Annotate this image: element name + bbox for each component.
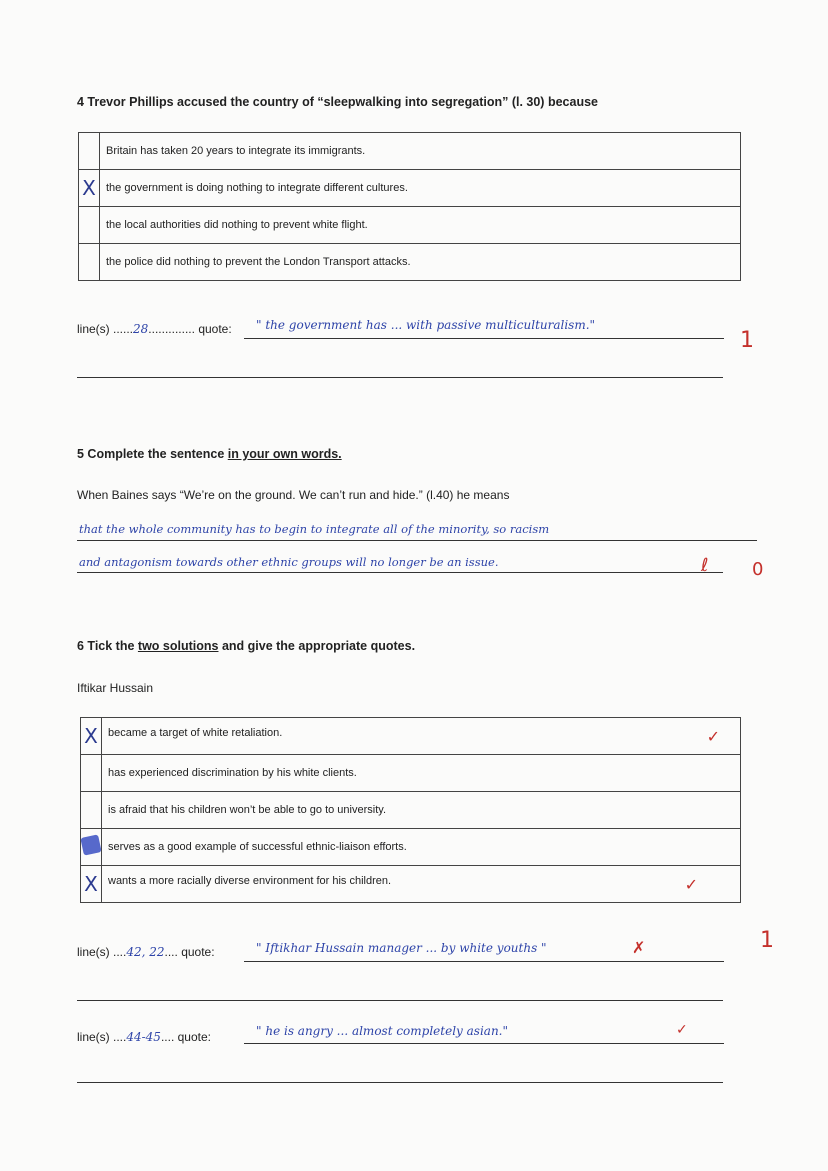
q6-option-text [102, 792, 741, 829]
q6-option-label: wants a more racially diverse environment for his children. [108, 874, 392, 887]
q4-quote-answer[interactable]: " the government has ... with passive multiculturalism." [256, 318, 596, 332]
q5-answer-line-1[interactable]: that the whole community has to begin to integrate all of the minority, so racism [79, 522, 550, 536]
q6-option-text [102, 829, 741, 866]
q6-option-checkbox[interactable]: X [81, 866, 102, 903]
line-dots: .... [160, 1030, 175, 1044]
quote-label: quote: [177, 1030, 211, 1044]
q6-person: Iftikar Hussain [77, 681, 154, 695]
q4-option-text: the police did nothing to prevent the London Transport attacks. [100, 244, 741, 281]
q6-option-checkbox[interactable]: X [81, 718, 102, 755]
q6-options-table [80, 717, 741, 903]
q6-answer-1-extra-line [77, 1000, 723, 1001]
quote-label: quote: [181, 945, 215, 959]
line-dots: .... [164, 945, 178, 959]
q4-answer-line [77, 377, 723, 378]
q5-heading [77, 447, 342, 461]
q6-option-row [81, 829, 741, 866]
q6-answer-1-line-ref [77, 945, 215, 959]
q4-option-text: Britain has taken 20 years to integrate its immigrants. [100, 133, 741, 170]
q6-answer-2-check: ✓ [676, 1022, 688, 1038]
line-value[interactable]: 44-45 [126, 1030, 161, 1044]
q6-answer-1-quote[interactable]: " Iftikhar Hussain manager ... by white youths " [256, 941, 547, 955]
q4-option-checkbox[interactable] [79, 207, 100, 244]
q4-heading: 4 Trevor Phillips accused the country of “sleepwalking into segregation” (l. 30) because [77, 95, 598, 109]
line-value[interactable]: 42, 22 [126, 945, 165, 959]
q6-option-row [81, 718, 741, 755]
q6-answer-1-check: ✗ [632, 938, 646, 957]
q6-option-label: serves as a good example of successful ethnic-liaison efforts. [108, 841, 407, 853]
q6-heading-text: 6 Tick the [77, 639, 138, 653]
q6-option-row [81, 755, 741, 792]
q6-option-text [102, 755, 741, 792]
q6-heading-rest: and give the appropriate quotes. [218, 639, 416, 653]
q5-answer-line-2[interactable]: and antagonism towards other ethnic groups will no longer be an issue. [79, 555, 499, 569]
q6-option-row [81, 866, 741, 903]
q6-heading [77, 639, 415, 653]
line-label: line(s) ...... [77, 322, 134, 336]
q6-option-label: has experienced discrimination by his white clients. [108, 767, 357, 779]
q6-answer-2-quote[interactable]: " he is angry ... almost completely asian." [256, 1024, 508, 1038]
q4-option-row [79, 207, 741, 244]
q5-heading-underlined: in your own words. [227, 447, 342, 461]
q4-options-table [78, 132, 741, 281]
q4-line-ref [77, 322, 232, 336]
q4-quote-underline [244, 338, 724, 339]
line-label: line(s) .... [77, 945, 127, 959]
q6-option-checkbox[interactable] [81, 792, 102, 829]
q6-option-label: is afraid that his children won’t be able to go to university. [108, 804, 387, 816]
q6-answer-2-extra-line [77, 1082, 723, 1083]
q6-option-text [102, 866, 741, 903]
q4-option-checkbox[interactable] [79, 244, 100, 281]
line-label: line(s) .... [77, 1030, 127, 1044]
q4-option-row [79, 170, 741, 207]
q6-score: 1 [760, 928, 774, 953]
q4-score: 1 [740, 328, 754, 353]
q6-option-checkbox[interactable] [81, 829, 102, 866]
quote-label: quote: [198, 322, 232, 336]
q5-heading-text: 5 Complete the sentence [77, 447, 228, 461]
q5-prompt: When Baines says “We’re on the ground. We can’t run and hide.” (l.40) he means [77, 488, 510, 502]
q6-option-row [81, 792, 741, 829]
q6-option-text [102, 718, 741, 755]
q4-option-text: the local authorities did nothing to prevent white flight. [100, 207, 741, 244]
q4-option-row [79, 133, 741, 170]
q4-option-checkbox[interactable]: X [79, 170, 100, 207]
q6-option-label: became a target of white retaliation. [108, 726, 283, 739]
line-value[interactable]: 28 [133, 322, 149, 336]
q4-option-text: the government is doing nothing to integrate different cultures. [100, 170, 741, 207]
q6-answer-2-underline [244, 1043, 724, 1044]
q4-option-checkbox[interactable] [79, 133, 100, 170]
q6-option-checkbox[interactable] [81, 755, 102, 792]
q6-answer-1-underline [244, 961, 724, 962]
q4-option-row [79, 244, 741, 281]
q6-heading-underlined: two solutions [137, 639, 219, 653]
q6-answer-2-line-ref [77, 1030, 211, 1044]
scribble-mark-icon [80, 834, 101, 855]
q5-mark-l: ℓ [701, 555, 709, 576]
line-dots: .............. [148, 322, 195, 336]
q5-score: 0 [752, 559, 764, 580]
q6-option-tick: ✓ [706, 726, 720, 746]
q5-underline-1 [77, 540, 757, 541]
q6-option-tick: ✓ [684, 874, 698, 894]
q5-underline-2 [77, 572, 723, 573]
